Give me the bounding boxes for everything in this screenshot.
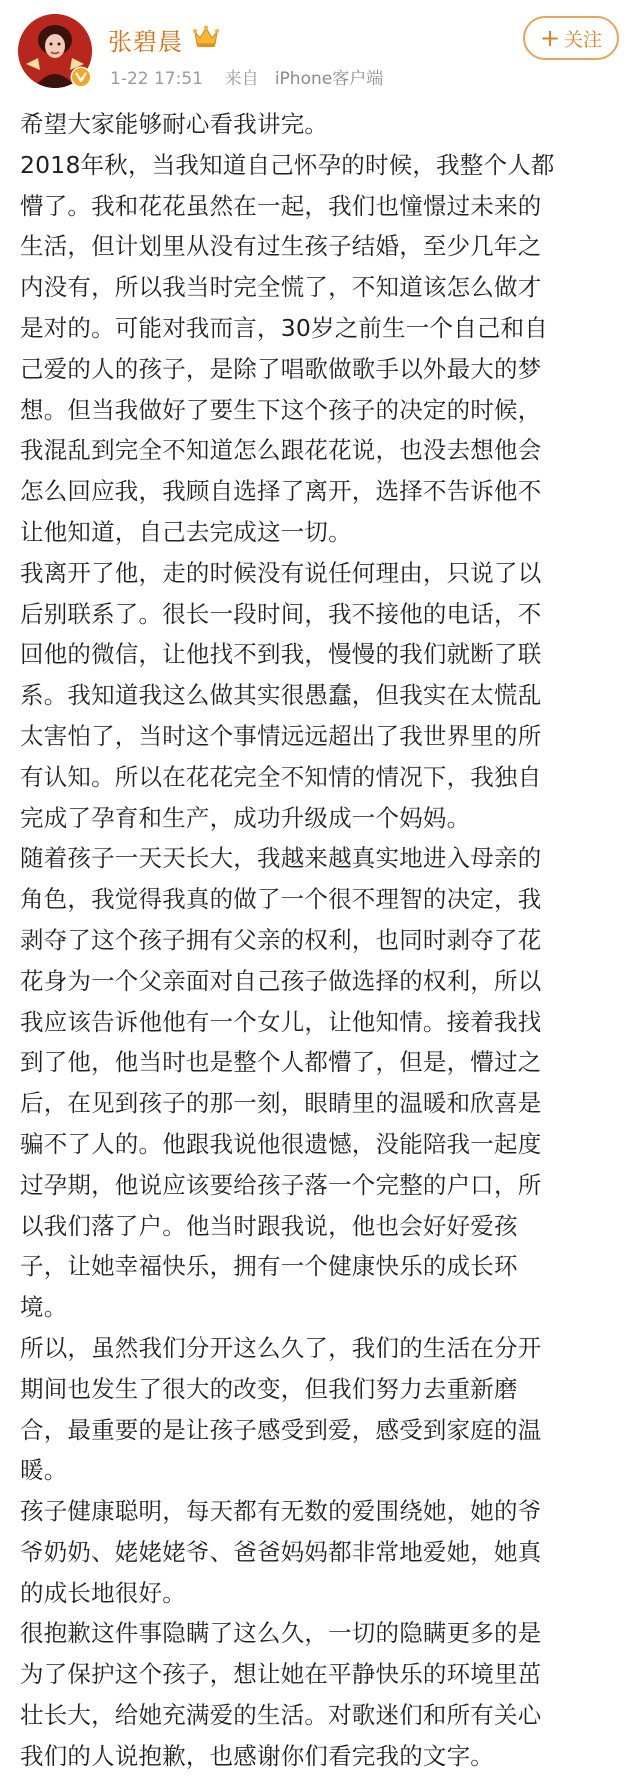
text-line: 我离开了他，走的时候没有说任何理由，只说了以: [20, 558, 542, 587]
text-line: 懵了。我和花花虽然在一起，我们也憧憬过未来的: [20, 191, 542, 220]
source-prefix: 来自: [224, 69, 259, 89]
text-line: 想。但当我做好了要生下这个孩子的决定的时候，: [20, 395, 542, 424]
text-line: 骗不了人的。他跟我说他很遗憾，没能陪我一起度: [20, 1129, 542, 1158]
text-line: 期间也发生了很大的改变，但我们努力去重新磨: [20, 1374, 518, 1403]
text-line: 我们的人说抱歉，也感谢你们看完我的文字。: [20, 1741, 494, 1770]
text-line: 境。: [20, 1293, 68, 1322]
text-line: 随着孩子一天天长大，我越来越真实地进入母亲的: [20, 844, 542, 873]
text-line: 爷奶奶、姥姥姥爷、爸爸妈妈都非常地爱她，她真: [20, 1537, 542, 1566]
text-line: 以我们落了户。他当时跟我说，他也会好好爱孩: [20, 1211, 518, 1240]
text-line: 过孕期，他说应该要给孩子落一个完整的户口，所: [20, 1170, 542, 1199]
text-line: 2018年秋，当我知道自己怀孕的时候，我整个人都: [20, 150, 555, 179]
text-line: 有认知。所以在花花完全不知情的情况下，我独自: [20, 762, 542, 791]
post-source[interactable]: iPhone客户端: [274, 69, 384, 89]
text-line: 很抱歉这件事隐瞒了这么久，一切的隐瞒更多的是: [20, 1619, 542, 1648]
text-line: 我应该告诉他他有一个女儿，让他知情。接着我找: [20, 1007, 542, 1036]
text-line: 回他的微信，让他找不到我，慢慢的我们就断了联: [20, 640, 542, 669]
text-line: 完成了孕育和生产，成功升级成一个妈妈。: [20, 803, 471, 832]
verified-badge-icon: [70, 66, 92, 88]
text-line: 怎么回应我，我顾自选择了离开，选择不告诉他不: [20, 477, 542, 506]
post-time: 1-22 17:51: [110, 69, 203, 89]
text-line: 的成长地很好。: [20, 1578, 186, 1607]
text-line: 希望大家能够耐心看我讲完。: [20, 110, 329, 138]
text-line: 壮长大，给她充满爱的生活。对歌迷们和所有关心: [20, 1701, 542, 1730]
text-line: 剥夺了这个孩子拥有父亲的权利，也同时剥夺了花: [20, 925, 542, 954]
post-text: [20, 104, 620, 1777]
follow-label: 关注: [564, 28, 603, 51]
post-meta: [110, 64, 383, 89]
text-line: 角色，我觉得我真的做了一个很不理智的决定，我: [20, 885, 542, 914]
text-line: 后别联系了。很长一段时间，我不接他的电话，不: [20, 599, 542, 628]
follow-button[interactable]: [523, 16, 619, 60]
text-line: 己爱的人的孩子，是除了唱歌做歌手以外最大的梦: [20, 354, 542, 383]
text-line: 让他知道，自己去完成这一切。: [20, 517, 352, 546]
text-line: 花身为一个父亲面对自己孩子做选择的权利，所以: [20, 966, 542, 995]
text-line: 暖。: [20, 1456, 68, 1485]
text-line: 我混乱到完全不知道怎么跟花花说，也没去想他会: [20, 436, 542, 465]
text-line: 后，在见到孩子的那一刻，眼睛里的温暖和欣喜是: [20, 1089, 542, 1118]
text-line: 所以，虽然我们分开这么久了，我们的生活在分开: [20, 1333, 542, 1362]
crown-icon[interactable]: [192, 24, 220, 48]
text-line: 太害怕了，当时这个事情远远超出了我世界里的所: [20, 721, 542, 750]
text-line: 到了他，他当时也是整个人都懵了，但是，懵过之: [20, 1048, 542, 1077]
text-line: 为了保护这个孩子，想让她在平静快乐的环境里茁: [20, 1660, 542, 1689]
text-line: 子，让她幸福快乐，拥有一个健康快乐的成长环: [20, 1252, 518, 1281]
username[interactable]: 张碧晨: [108, 28, 183, 56]
text-line: 系。我知道我这么做其实很愚蠢，但我实在太慌乱: [20, 681, 542, 710]
text-line: 内没有，所以我当时完全慌了，不知道该怎么做才: [20, 273, 542, 302]
post-header: [0, 0, 641, 98]
text-line: 孩子健康聪明，每天都有无数的爱围绕她，她的爷: [20, 1497, 542, 1526]
text-line: 是对的。可能对我而言，30岁之前生一个自己和自: [20, 313, 549, 342]
text-line: 生活，但计划里从没有过生孩子结婚，至少几年之: [20, 232, 542, 261]
text-line: 合，最重要的是让孩子感受到爱，感受到家庭的温: [20, 1415, 542, 1444]
plus-icon: +: [539, 24, 561, 52]
